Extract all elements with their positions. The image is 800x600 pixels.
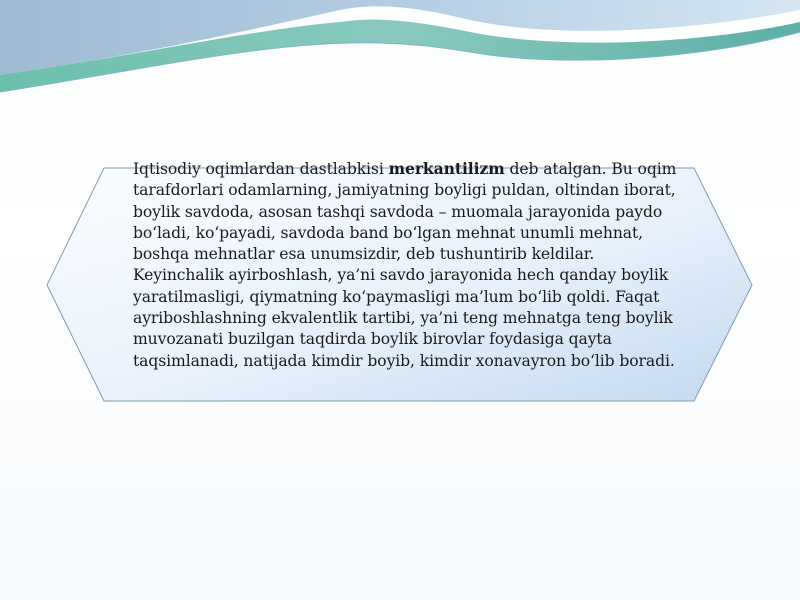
paragraph-text-rest: deb atalgan. Bu oqim tarafdorlari odamlarning, jamiyatning boyligi puldan, oltindan iborat, boylik savdoda, asosan tashqi savdoda – muomala jarayonida paydo bo‘ladi, ko‘payadi, savdoda band bo‘lgan mehnat unumli mehnat, boshqa mehnatlar esa unumsizdir, deb tushuntirib keldilar. Keyinchalik ayirboshlash, ya’ni savdo jarayonida hech qanday boylik yaratilmasligi, qiymatning ko‘paymasligi ma’lum bo‘lib qoldi. Faqat ayriboshlashning ekvalentlik tartibi, ya’ni teng mehnatga teng boylik muvozanati buzilgan taqdirda boylik birovlar foydasiga qayta taqsimlanadi, natijada kimdir boyib, kimdir xonavayron bo‘lib boradi. <box>133 160 677 370</box>
body-paragraph <box>133 158 678 372</box>
paragraph-text-start: Iqtisodiy oqimlardan dastlabkisi <box>133 160 389 178</box>
bold-term: merkantilizm <box>388 159 505 178</box>
